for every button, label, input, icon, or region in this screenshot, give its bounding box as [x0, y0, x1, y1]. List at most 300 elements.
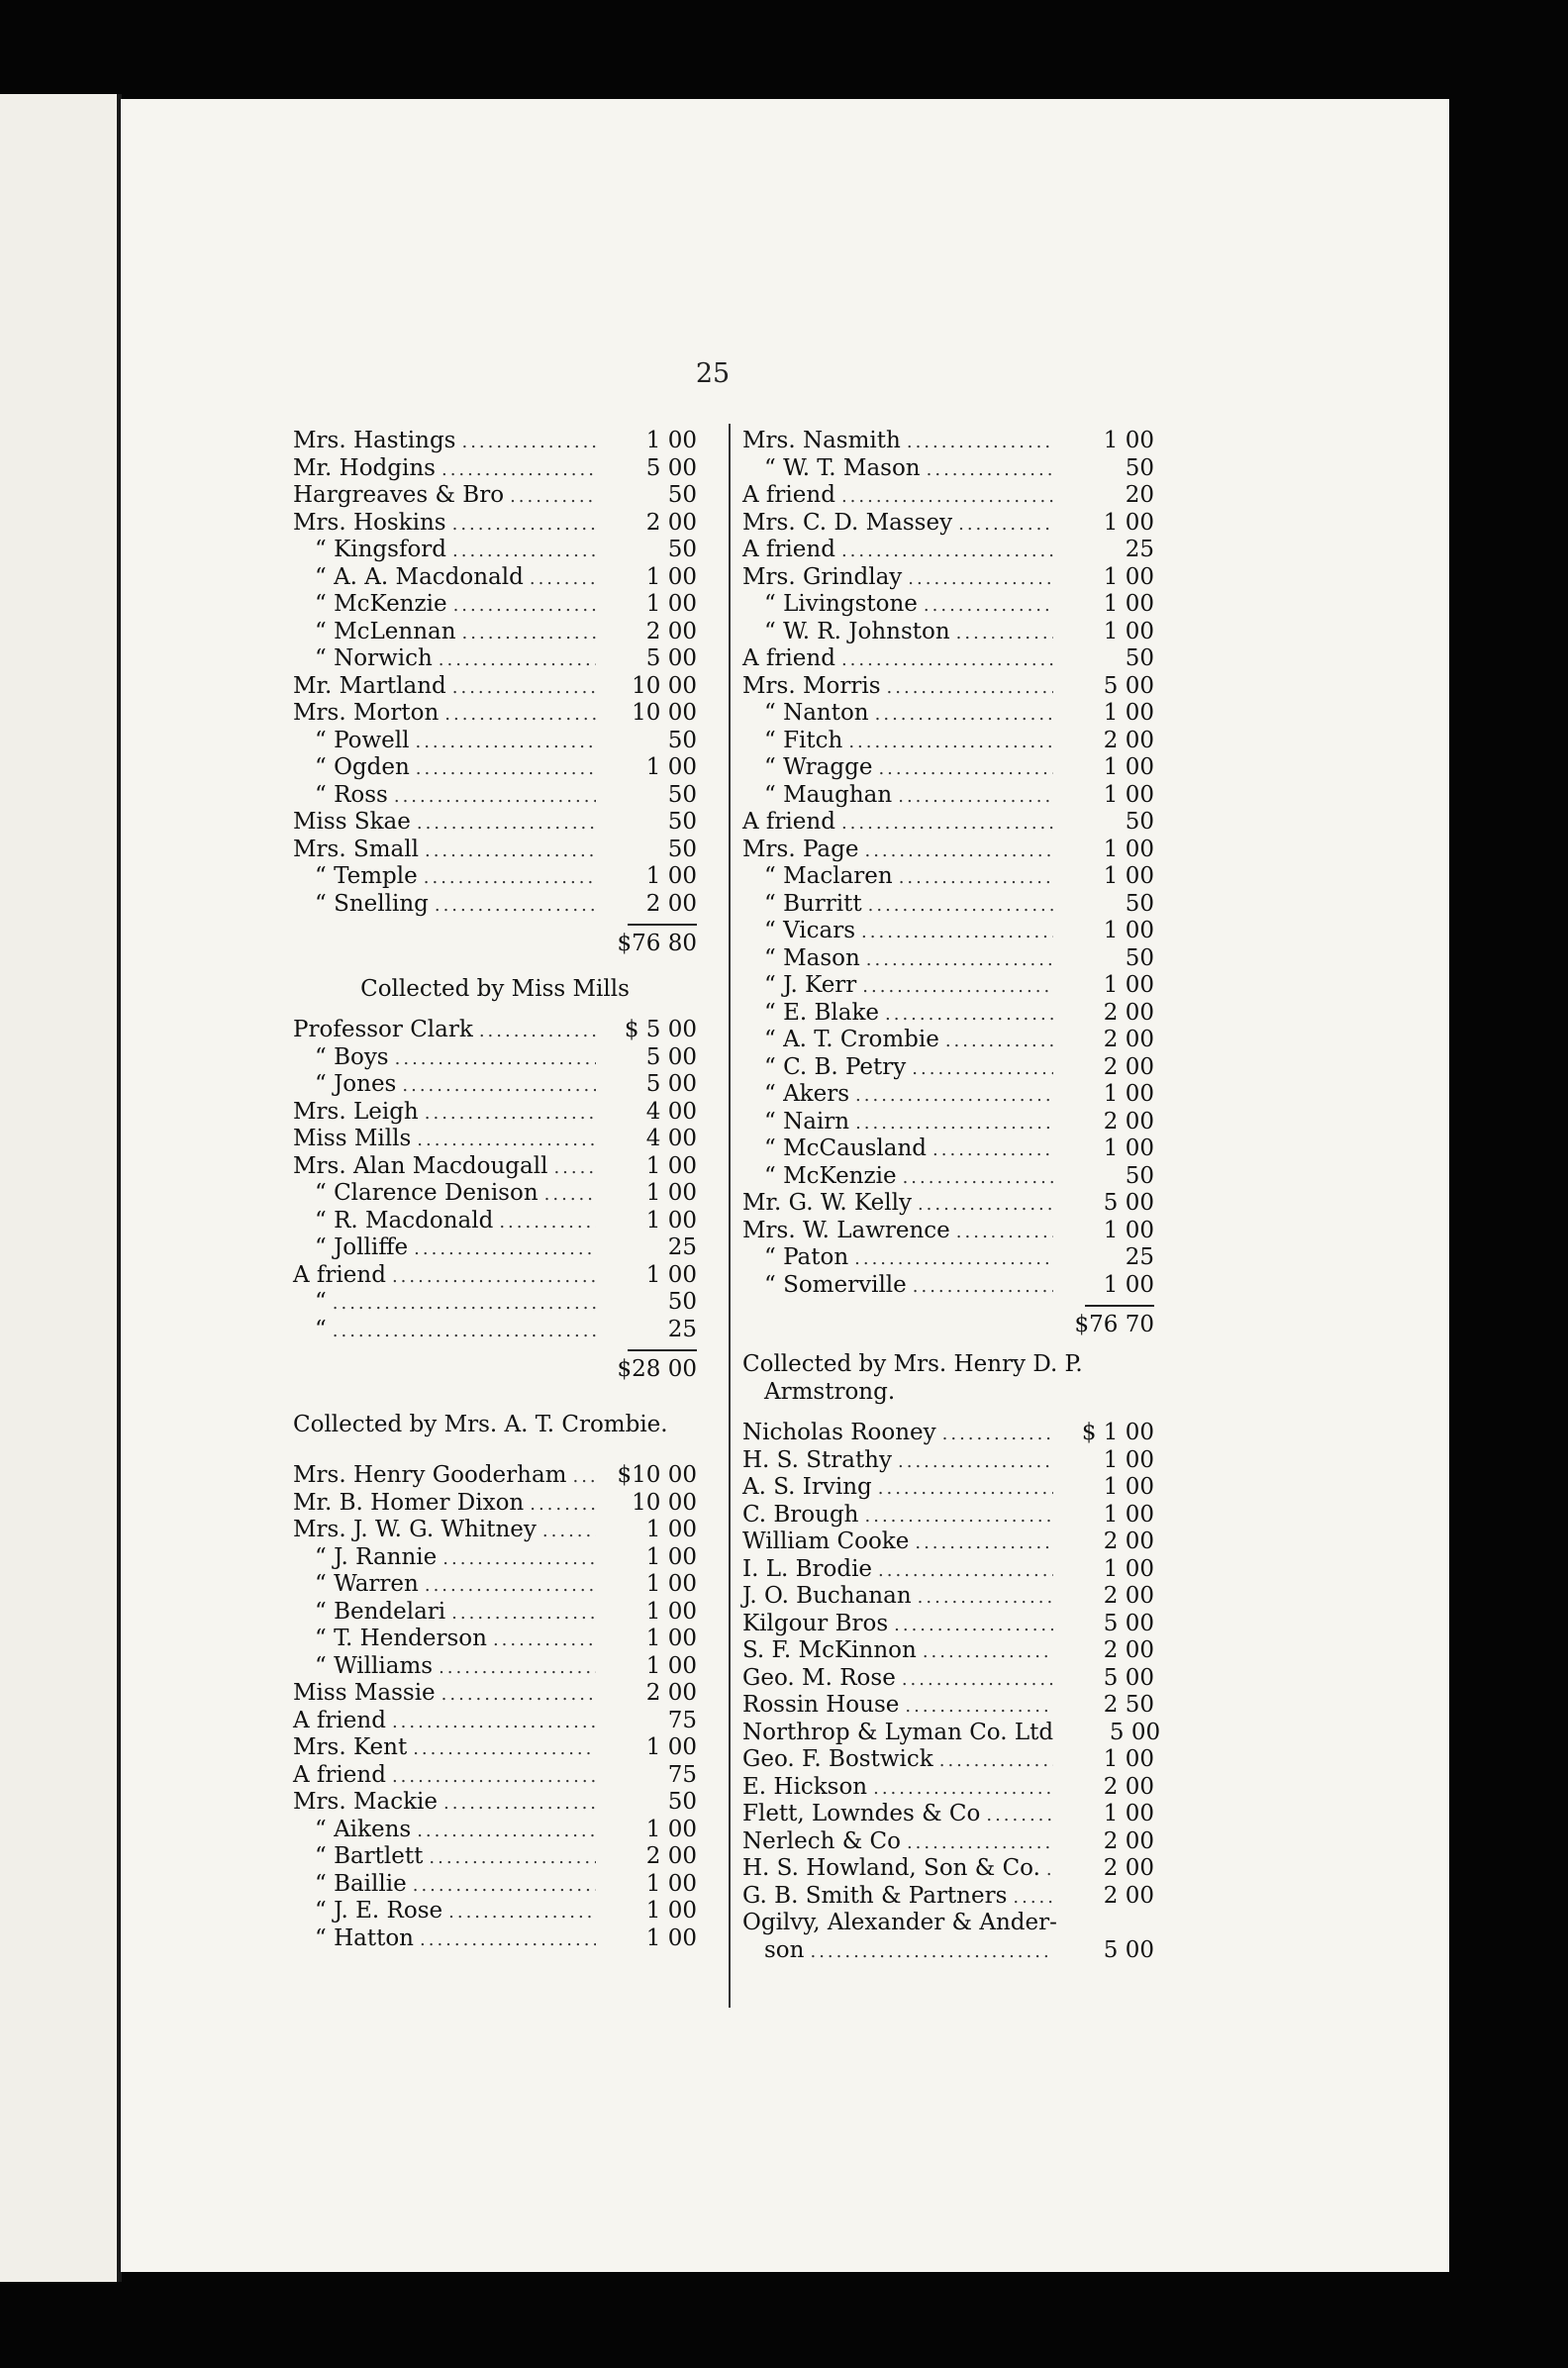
- entry-name: Nicholas Rooney: [742, 1420, 936, 1445]
- entry-amount: 1 00: [645, 1517, 697, 1542]
- entry-name: Mr. G. W. Kelly: [742, 1190, 912, 1216]
- entry-name: “ J. Rannie: [315, 1543, 438, 1570]
- entry-name: “ Norwich: [315, 645, 433, 671]
- entry-name: “ Hatton: [315, 1924, 414, 1951]
- ledger-row: [742, 972, 1154, 1000]
- ledger-row: [293, 673, 697, 701]
- entry-name: “ E. Blake: [764, 999, 879, 1026]
- ledger-row: [742, 1883, 1154, 1911]
- entry-amount: 1 00: [1103, 1501, 1154, 1528]
- entry-name: “ Mason: [764, 944, 860, 971]
- ledger-row: [742, 673, 1154, 701]
- entry-amount: 2 00: [645, 618, 697, 644]
- ledger-row: [293, 863, 697, 891]
- entry-name: Mrs. Morton: [293, 700, 440, 726]
- entry-name: “ Kingsford: [315, 537, 447, 562]
- entry-amount: 1 00: [645, 1571, 697, 1597]
- entry-name: “ Paton: [764, 1244, 849, 1270]
- ledger-row: [293, 1126, 697, 1153]
- ledger-row: [293, 1317, 697, 1344]
- entry-amount: 1 00: [645, 1598, 697, 1625]
- entry-name: “ Bartlett: [315, 1843, 424, 1869]
- ledger-row: [293, 700, 697, 728]
- entry-amount: 1 00: [1103, 428, 1154, 453]
- entry-amount: 1 00: [1103, 591, 1154, 617]
- entry-amount: 2 00: [645, 1680, 697, 1706]
- entry-amount: 10 00: [632, 700, 697, 726]
- ledger-row: [293, 1208, 697, 1235]
- entry-amount: 1 00: [645, 1626, 697, 1651]
- right-total-a: $76 70: [1074, 1312, 1154, 1337]
- entry-name: Mrs. C. D. Massey: [742, 509, 953, 536]
- ledger-row: [742, 754, 1154, 782]
- ledger-row: [742, 863, 1154, 891]
- entry-amount: 1 00: [1103, 836, 1154, 862]
- entry-amount: 50: [667, 836, 697, 862]
- entry-amount: 1 00: [645, 1816, 697, 1842]
- entry-name: “: [315, 1289, 327, 1315]
- entry-amount: 50: [1125, 1162, 1154, 1189]
- entry-amount: 2 00: [645, 890, 697, 917]
- entry-name: “ Nanton: [764, 700, 869, 726]
- entry-amount: 2 00: [1103, 1637, 1154, 1663]
- entry-amount: 1 00: [1103, 754, 1154, 780]
- ledger-row: [742, 1135, 1154, 1163]
- entry-amount: 5 00: [1103, 1190, 1154, 1216]
- entry-name: “ Williams: [315, 1652, 434, 1679]
- ledger-row: [293, 837, 697, 864]
- entry-amount: 5 00: [645, 1071, 697, 1097]
- entry-name: Ogilvy, Alexander & Ander-: [742, 1910, 1057, 1935]
- entry-amount: $10 00: [617, 1462, 697, 1488]
- entry-name: “ Fitch: [764, 727, 843, 753]
- column-divider: [729, 424, 731, 2008]
- entry-amount: 1 00: [645, 1180, 697, 1206]
- ledger-row: [742, 1447, 1154, 1475]
- entry-name: S. F. McKinnon: [742, 1637, 917, 1663]
- ledger-row: [742, 619, 1154, 646]
- left-entries-a: [293, 428, 697, 918]
- entry-name: “ R. Macdonald: [315, 1207, 494, 1233]
- ledger-row: [742, 1272, 1154, 1300]
- entry-amount: 1 00: [645, 1261, 697, 1288]
- entry-amount: $ 5 00: [624, 1017, 697, 1042]
- ledger-row: [742, 1583, 1154, 1611]
- entry-name: “ A. T. Crombie: [764, 1027, 939, 1052]
- entry-amount: $ 1 00: [1081, 1420, 1154, 1445]
- entry-amount: 5 00: [1103, 1664, 1154, 1691]
- entry-name: A friend: [742, 482, 835, 508]
- entry-name: A friend: [293, 1261, 386, 1288]
- entry-name: A. S. Irving: [742, 1474, 872, 1500]
- entry-amount: 1 00: [645, 1207, 697, 1233]
- ledger-row: [293, 1262, 697, 1290]
- entry-amount: 2 50: [1103, 1692, 1154, 1718]
- entry-amount: 1 00: [1103, 1555, 1154, 1582]
- entry-name: “ Temple: [315, 863, 418, 889]
- ledger-row: [293, 1626, 697, 1653]
- ledger-row: [293, 591, 697, 619]
- ledger-row: [742, 1218, 1154, 1245]
- entry-amount: 5 00: [1103, 1936, 1154, 1963]
- entry-name: I. L. Brodie: [742, 1555, 873, 1582]
- entry-name: “ A. A. Macdonald: [315, 563, 524, 590]
- ledger-row: [742, 700, 1154, 728]
- entry-amount: 1 00: [1103, 618, 1154, 644]
- entry-amount: 5 00: [1103, 1610, 1154, 1636]
- entry-amount: 2 00: [1103, 1053, 1154, 1080]
- entry-amount: 2 00: [1103, 1882, 1154, 1909]
- entry-name: “ McLennan: [315, 618, 456, 644]
- entry-amount: 5 00: [1103, 672, 1154, 699]
- ledger-row: [293, 482, 697, 510]
- entry-name: Northrop & Lyman Co. Ltd: [742, 1719, 1054, 1745]
- entry-amount: 1 00: [1103, 781, 1154, 808]
- entry-name: “ McKenzie: [764, 1162, 897, 1189]
- entry-name: Mrs. W. Lawrence: [742, 1217, 950, 1243]
- entry-name: “ Jones: [315, 1071, 397, 1097]
- entry-name: A friend: [293, 1707, 386, 1733]
- entry-name: “ Livingstone: [764, 591, 918, 617]
- entry-amount: 4 00: [645, 1098, 697, 1125]
- entry-name: Geo. M. Rose: [742, 1664, 896, 1691]
- entry-amount: 75: [667, 1707, 697, 1733]
- entry-amount: 1 00: [1103, 700, 1154, 726]
- entry-amount: 25: [667, 1316, 697, 1342]
- right-entries-b: [742, 1420, 1161, 1910]
- ledger-row: [293, 1599, 697, 1627]
- entry-amount: 1 00: [645, 1924, 697, 1951]
- entry-amount: 5 00: [645, 454, 697, 481]
- ledger-row: [293, 782, 697, 810]
- entry-amount: 1 00: [645, 1652, 697, 1679]
- ledger-row: [293, 1490, 697, 1518]
- ledger-row: [742, 1109, 1154, 1136]
- entry-name: “ Boys: [315, 1043, 389, 1070]
- entry-amount: 1 00: [1103, 1135, 1154, 1161]
- ledger-row: [742, 537, 1154, 564]
- ledger-row: [742, 1027, 1154, 1054]
- entry-amount: 1 00: [645, 1543, 697, 1570]
- entry-name: “ Warren: [315, 1571, 419, 1597]
- entry-amount: 25: [1125, 537, 1154, 562]
- entry-name: Mr. Hodgins: [293, 454, 436, 481]
- entry-name: Mrs. Hastings: [293, 428, 456, 453]
- entry-name: “ Bendelari: [315, 1598, 446, 1625]
- entry-name: “ W. T. Mason: [764, 454, 921, 481]
- ledger-row: [293, 564, 697, 592]
- entry-name: Miss Skae: [293, 809, 411, 835]
- ledger-row: [293, 510, 697, 538]
- ledger-row: [742, 809, 1154, 837]
- ledger-row: [293, 1071, 697, 1099]
- entry-name: Geo. F. Bostwick: [742, 1746, 933, 1772]
- entry-amount: 1 00: [1103, 1801, 1154, 1826]
- ledger-row: [742, 1774, 1154, 1802]
- ledger-row: [742, 728, 1154, 755]
- ledger-row: [742, 1190, 1154, 1218]
- entry-name: G. B. Smith & Partners: [742, 1882, 1008, 1909]
- entry-amount: 2 00: [1103, 1855, 1154, 1881]
- entry-amount: 1 00: [1103, 863, 1154, 889]
- ledger-row: [293, 1044, 697, 1072]
- entry-amount: 50: [667, 537, 697, 562]
- ledger-row: [742, 1692, 1154, 1720]
- entry-name: Mr. Martland: [293, 672, 446, 699]
- ledger-row: [293, 1708, 697, 1735]
- ledger-row: [742, 1665, 1154, 1693]
- entry-amount: 2 00: [1103, 1827, 1154, 1854]
- ledger-row: [293, 1571, 697, 1599]
- ledger-row: [293, 1680, 697, 1708]
- ledger-row: [742, 1081, 1154, 1109]
- entry-amount: 2 00: [1103, 1583, 1154, 1609]
- entry-name: “ Ross: [315, 781, 388, 808]
- entry-amount: 50: [1125, 890, 1154, 917]
- entry-amount: 50: [667, 781, 697, 808]
- ledger-row: [293, 1517, 697, 1544]
- ledger-row: [293, 1544, 697, 1572]
- entry-name: “ Burritt: [764, 890, 862, 917]
- ledger-row: [742, 1855, 1154, 1883]
- entry-name: “ Maclaren: [764, 863, 893, 889]
- entry-amount: 1 00: [645, 563, 697, 590]
- entry-amount: 1 00: [1103, 1271, 1154, 1298]
- entry-amount: 2 00: [1103, 1773, 1154, 1800]
- entry-amount: 75: [667, 1761, 697, 1788]
- entry-name: Mrs. Kent: [293, 1734, 408, 1760]
- entry-amount: 1 00: [645, 754, 697, 780]
- entry-name: Rossin House: [742, 1692, 900, 1718]
- ledger-row: [293, 1817, 697, 1844]
- entry-amount: 1 00: [1103, 1081, 1154, 1107]
- entry-name: son: [764, 1936, 805, 1963]
- entry-amount: 1 00: [645, 591, 697, 617]
- ledger-row: [293, 1153, 697, 1181]
- ledger-row: [293, 1099, 697, 1127]
- entry-amount: 1 00: [1103, 509, 1154, 536]
- ledger-row: [293, 1234, 697, 1262]
- ledger-row: [742, 1556, 1154, 1584]
- entry-name: H. S. Strathy: [742, 1446, 892, 1473]
- entry-amount: 10 00: [632, 1489, 697, 1516]
- ledger-row: [293, 619, 697, 646]
- entry-name: “ J. E. Rose: [315, 1898, 443, 1924]
- entry-name: Mrs. Alan Macdougall: [293, 1152, 548, 1179]
- entry-name: Mrs. Hoskins: [293, 509, 446, 536]
- entry-amount: 25: [1125, 1244, 1154, 1270]
- heading-line-2: Armstrong.: [764, 1379, 896, 1405]
- ledger-row: [742, 1054, 1154, 1082]
- ledger-row: [293, 1789, 697, 1817]
- ledger-row: [742, 1746, 1154, 1774]
- ledger-row: [742, 1244, 1154, 1272]
- entry-amount: 50: [1125, 944, 1154, 971]
- entry-amount: 2 00: [1103, 727, 1154, 753]
- entry-amount: 20: [1125, 482, 1154, 508]
- entry-amount: 2 00: [1103, 999, 1154, 1026]
- ledger-row: [293, 754, 697, 782]
- left-total-a: $76 80: [617, 931, 697, 956]
- ledger-row: [742, 891, 1154, 919]
- entry-name: Mrs. Henry Gooderham: [293, 1462, 567, 1488]
- entry-name: “: [315, 1316, 327, 1342]
- ledger-row: [742, 1163, 1154, 1191]
- ledger-row: [293, 645, 697, 673]
- entry-amount: 1 00: [645, 863, 697, 889]
- entry-amount: 1 00: [1103, 1217, 1154, 1243]
- entry-name: Miss Massie: [293, 1680, 436, 1706]
- ledger-row: [742, 1420, 1154, 1447]
- entry-amount: 50: [1125, 809, 1154, 835]
- ledger-row: [293, 537, 697, 564]
- ledger-row: [742, 482, 1154, 510]
- entry-amount: 50: [667, 1789, 697, 1815]
- ledger-row: [742, 510, 1154, 538]
- entry-amount: 1 00: [645, 428, 697, 453]
- entry-amount: 1 00: [1103, 972, 1154, 998]
- entry-amount: 4 00: [645, 1126, 697, 1151]
- ledger-row: [742, 1828, 1154, 1856]
- entry-name: “ Ogden: [315, 754, 410, 780]
- entry-amount: 5 00: [1109, 1719, 1161, 1745]
- ledger-row: [293, 428, 697, 455]
- entry-name: “ McCausland: [764, 1135, 928, 1161]
- entry-amount: 2 00: [1103, 1529, 1154, 1554]
- entry-name: Mrs. Morris: [742, 672, 881, 699]
- entry-name: “ Aikens: [315, 1816, 412, 1842]
- entry-name: “ J. Kerr: [764, 972, 857, 998]
- entry-amount: 50: [1125, 454, 1154, 481]
- ledger-row: [293, 1843, 697, 1871]
- entry-name: “ T. Henderson: [315, 1626, 487, 1651]
- ledger-row: [742, 1910, 1154, 1937]
- entry-name: “ Baillie: [315, 1870, 407, 1897]
- right-column: [742, 428, 1161, 1964]
- ledger-row: [742, 837, 1154, 864]
- ledger-row: [293, 1925, 697, 1953]
- entry-amount: 50: [667, 482, 697, 508]
- ledger-row: [742, 782, 1154, 810]
- entry-amount: 5 00: [645, 1043, 697, 1070]
- entry-name: Mrs. J. W. G. Whitney: [293, 1517, 537, 1542]
- entry-name: J. O. Buchanan: [742, 1583, 912, 1609]
- left-entries-c: [293, 1462, 697, 1952]
- ledger-row: [742, 428, 1154, 455]
- ledger-row: [742, 1502, 1154, 1529]
- entry-name: Miss Mills: [293, 1126, 412, 1151]
- section-heading-miss-mills: Collected by Miss Mills: [360, 976, 630, 1002]
- entry-name: “ Somerville: [764, 1271, 907, 1298]
- entry-amount: 5 00: [645, 645, 697, 671]
- ledger-row: [293, 1289, 697, 1317]
- entry-name: A friend: [742, 809, 835, 835]
- entry-amount: 1 00: [1103, 918, 1154, 943]
- entry-name: William Cooke: [742, 1529, 910, 1554]
- left-entries-b: [293, 1017, 697, 1343]
- ledger-row: [293, 1017, 697, 1044]
- entry-name: “ Maughan: [764, 781, 893, 808]
- entry-name: C. Brough: [742, 1501, 859, 1528]
- entry-amount: 50: [1125, 645, 1154, 671]
- ledger-row: [293, 1734, 697, 1762]
- entry-name: “ Wragge: [764, 754, 873, 780]
- facing-page-edge: [0, 94, 122, 2282]
- entry-name: Kilgour Bros: [742, 1610, 889, 1636]
- entry-name: “ Nairn: [764, 1108, 850, 1135]
- ledger-row: [742, 1529, 1154, 1556]
- ledger-row: [293, 1898, 697, 1925]
- entry-name: Hargreaves & Bro: [293, 482, 505, 508]
- entry-name: “ C. B. Petry: [764, 1053, 907, 1080]
- ledger-row: [742, 455, 1154, 483]
- left-total-b: $28 00: [617, 1356, 697, 1382]
- ledger-row: [742, 1637, 1154, 1665]
- ledger-row: [293, 1762, 697, 1790]
- entry-amount: 1 00: [1103, 1474, 1154, 1500]
- ledger-row: [293, 728, 697, 755]
- heading-line-1: Collected by Mrs. Henry D. P.: [742, 1351, 1083, 1377]
- entry-name: “ W. R. Johnston: [764, 618, 950, 644]
- entry-name: A friend: [742, 537, 835, 562]
- section-heading-crombie: Collected by Mrs. A. T. Crombie.: [293, 1412, 668, 1437]
- entry-amount: 1 00: [1103, 1746, 1154, 1772]
- entry-name: Mrs. Mackie: [293, 1789, 439, 1815]
- entry-name: “ Akers: [764, 1081, 850, 1107]
- entry-amount: 1 00: [1103, 563, 1154, 590]
- ledger-row: [293, 1180, 697, 1208]
- ledger-row: [742, 564, 1154, 592]
- ledger-row: [742, 1801, 1154, 1828]
- entry-name: Nerlech & Co: [742, 1827, 901, 1854]
- ledger-row: [293, 1462, 697, 1490]
- entry-amount: 50: [667, 809, 697, 835]
- ledger-row: [293, 891, 697, 919]
- entry-amount: 2 00: [645, 1843, 697, 1869]
- ledger-row: [742, 945, 1154, 973]
- ledger-row: [742, 918, 1154, 945]
- right-entries-a: [742, 428, 1154, 1299]
- ledger-row: [742, 1000, 1154, 1028]
- entry-amount: 1 00: [645, 1152, 697, 1179]
- section-heading-armstrong: [742, 1350, 1154, 1406]
- ledger-row: [742, 1937, 1154, 1965]
- entry-name: A friend: [742, 645, 835, 671]
- entry-name: Mrs. Grindlay: [742, 563, 903, 590]
- entry-amount: 25: [667, 1234, 697, 1260]
- entry-name: “ Snelling: [315, 890, 429, 917]
- entry-name: “ Jolliffe: [315, 1234, 409, 1260]
- page-number: 25: [695, 358, 731, 389]
- entry-name: “ Vicars: [764, 918, 856, 943]
- entry-name: Mrs. Small: [293, 836, 419, 862]
- entry-amount: 50: [667, 727, 697, 753]
- ledger-row: [742, 1611, 1154, 1638]
- entry-amount: 1 00: [645, 1898, 697, 1924]
- entry-amount: 2 00: [1103, 1108, 1154, 1135]
- entry-amount: 2 00: [645, 509, 697, 536]
- ledger-row: [293, 1653, 697, 1681]
- ledger-row: [742, 645, 1154, 673]
- ledger-row: [742, 591, 1154, 619]
- entry-name: “ Clarence Denison: [315, 1180, 539, 1206]
- entry-name: Mrs. Nasmith: [742, 428, 901, 453]
- entry-name: “ McKenzie: [315, 591, 447, 617]
- entry-name: H. S. Howland, Son & Co.: [742, 1855, 1040, 1881]
- entry-name: Mrs. Leigh: [293, 1098, 419, 1125]
- ledger-row: [293, 809, 697, 837]
- entry-name: E. Hickson: [742, 1773, 868, 1800]
